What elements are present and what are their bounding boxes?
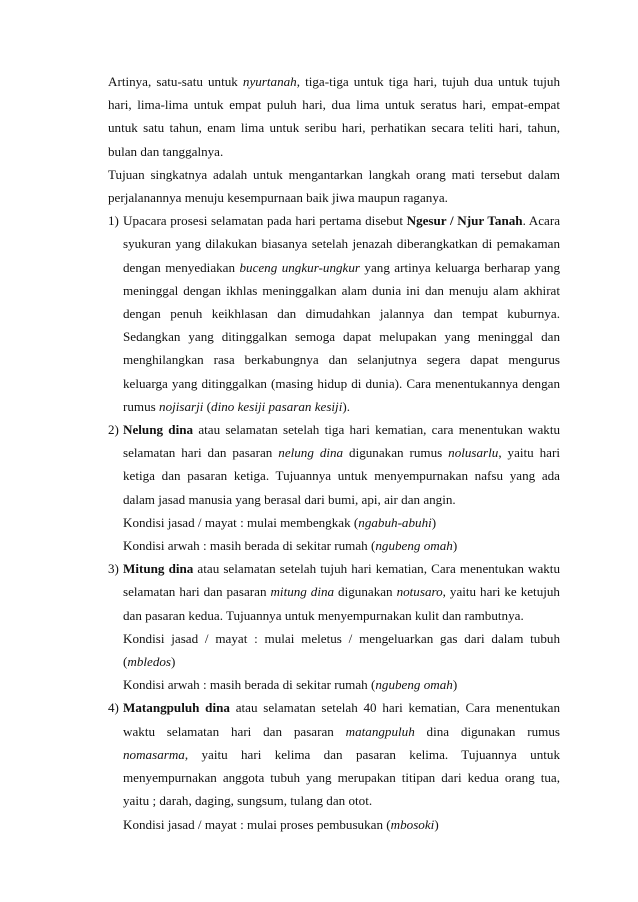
list-item-4 <box>108 696 560 835</box>
italic-term: nyurtanah <box>242 74 297 89</box>
list-item-3 <box>108 557 560 696</box>
italic-term: mbledos <box>127 654 172 670</box>
italic-term: buceng ungkur-ungkur <box>239 259 360 275</box>
numbered-list <box>108 209 560 835</box>
bold-term: Matangpuluh dina <box>123 700 230 716</box>
list-item-1 <box>108 209 560 418</box>
bold-term: Nelung dina <box>123 422 194 438</box>
list-number: 3) <box>108 561 119 577</box>
italic-term: matangpuluh <box>345 723 415 739</box>
list-item-condition-body: Kondisi jasad / mayat : mulai proses pembusukan (mbosoki) <box>123 816 439 832</box>
italic-term: ngubeng omah <box>375 677 453 693</box>
document-body <box>108 70 560 836</box>
italic-term: mbosoki <box>390 816 435 832</box>
list-item-condition-spirit: Kondisi arwah : masih berada di sekitar rumah (ngubeng omah) <box>123 677 458 693</box>
bold-term: Ngesur / Njur Tanah <box>406 213 523 229</box>
list-number: 1) <box>108 213 119 229</box>
list-number: 4) <box>108 700 119 716</box>
bold-term: Mitung dina <box>123 561 194 577</box>
list-item-condition-body: Kondisi jasad / mayat : mulai membengkak (ngabuh-abuhi) <box>123 514 437 530</box>
intro-paragraph-2: Tujuan singkatnya adalah untuk mengantarkan langkah orang mati tersebut dalam perjalanannya menuju kesempurnaan baik jiwa maupun raganya. <box>108 166 560 206</box>
italic-term: ngabuh-abuhi <box>358 514 432 530</box>
italic-term: mitung dina <box>270 584 335 600</box>
list-number: 2) <box>108 422 119 438</box>
italic-term: dino kesiji pasaran kesiji <box>211 398 343 414</box>
italic-term: ngubeng omah <box>375 538 453 554</box>
italic-term: nojisarji <box>159 398 204 414</box>
list-item-condition-body: Kondisi jasad / mayat : mulai meletus / mengeluarkan gas dari dalam tubuh (mbledos) <box>123 630 560 670</box>
italic-term: nomasarma <box>123 746 185 762</box>
list-item-text: Mitung dina atau selamatan setelah tujuh hari kematian, Cara menentukan waktu selamatan hari dan pasaran mitung dina digunakan notusaro, yaitu hari ke ketujuh dan pasaran kedua. Tujuannya untuk menyempurnakan kulit dan rambutnya. <box>123 561 560 623</box>
italic-term: nolusarlu <box>448 445 499 461</box>
list-item-text: Nelung dina atau selamatan setelah tiga hari kematian, cara menentukan waktu selamatan hari dan pasaran nelung dina digunakan rumus nolusarlu, yaitu hari ketiga dan pasaran ketiga. Tujuannya untuk menyempurnakan nafsu yang ada dalam jasad manusia yang berasal dari bumi, api, air dan angin. <box>123 422 561 507</box>
list-item-condition-spirit: Kondisi arwah : masih berada di sekitar rumah (ngubeng omah) <box>123 538 458 554</box>
list-item-text: Upacara prosesi selamatan pada hari pertama disebut Ngesur / Njur Tanah. Acara syukuran yang dilakukan biasanya setelah jenazah diberangkatkan di pemakaman dengan menyediakan buceng ungkur-ungkur yang artinya keluarga berharap yang meninggal dengan ikhlas meninggalkan alam dunia ini dan menuju alam akhirat dengan penuh keikhlasan dan dimudahkan jalannya dan tempat kuburnya. Sedangkan yang ditinggalkan semoga dapat melupakan yang meninggal dan menghilangkan rasa berkabungnya dan selanjutnya segera dapat mengurus keluarga yang ditinggalkan (masing hidup di dunia). Cara menentukannya dengan rumus nojisarji (dino kesiji pasaran kesiji). <box>123 213 561 414</box>
list-item-2 <box>108 418 560 557</box>
italic-term: nelung dina <box>278 445 344 461</box>
italic-term: notusaro <box>396 584 443 600</box>
list-item-text: Matangpuluh dina atau selamatan setelah 40 hari kematian, Cara menentukan waktu selamatan hari dan pasaran matangpuluh dina digunakan rumus nomasarma, yaitu hari kelima dan pasaran kelima. Tujuannya untuk menyempurnakan anggota tubuh yang merupakan titipan dari kedua orang tua, yaitu ; darah, daging, sungsum, tulang dan otot. <box>123 700 561 809</box>
intro-paragraph-1: Artinya, satu-satu untuk nyurtanah, tiga-tiga untuk tiga hari, tujuh dua untuk tujuh hari, lima-lima untuk empat puluh hari, dua lima untuk seratus hari, empat-empat untuk satu tahun, enam lima untuk seribu hari, perhatikan secara teliti hari, tahun, bulan dan tanggalnya. <box>108 74 560 159</box>
